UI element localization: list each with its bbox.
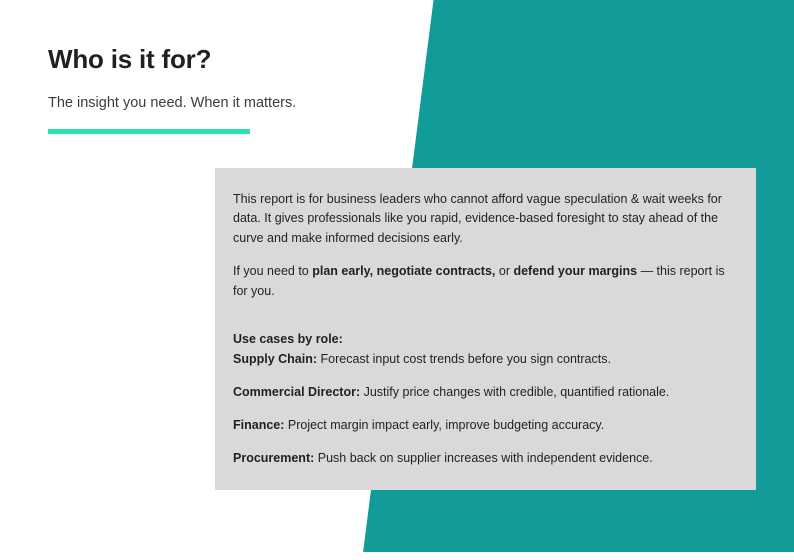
slide-bottom-edge xyxy=(0,552,794,560)
use-cases-panel xyxy=(215,310,756,490)
page-subtitle: The insight you need. When it matters. xyxy=(48,95,297,112)
use-case-role: Commercial Director: xyxy=(233,385,361,400)
use-case-text: Justify price changes with credible, quantified rationale. xyxy=(360,385,670,400)
use-case-text: Project margin impact early, improve budgeting accuracy. xyxy=(284,418,605,433)
use-case-row xyxy=(233,349,730,369)
use-case-text: Push back on supplier increases with independent evidence. xyxy=(314,451,653,466)
use-case-role: Procurement: xyxy=(233,451,315,466)
intro-panel xyxy=(215,168,756,323)
intro-p2-bold-2: defend your margins xyxy=(513,264,638,279)
intro-p2-suffix: — this report is for you. xyxy=(233,264,725,298)
intro-paragraph-2 xyxy=(233,262,730,301)
use-cases-heading: Use cases by role: xyxy=(233,332,343,346)
use-case-role: Finance: xyxy=(233,418,285,433)
intro-p2-mid: or xyxy=(495,264,514,279)
intro-p2-prefix: If you need to xyxy=(233,264,313,279)
use-case-text: Forecast input cost trends before you sign contracts. xyxy=(317,352,611,367)
use-case-row xyxy=(233,382,730,402)
page-title: Who is it for? xyxy=(48,44,212,74)
intro-p2-bold-1: plan early, negotiate contracts, xyxy=(312,264,496,279)
use-case-row xyxy=(233,415,730,435)
use-case-role: Supply Chain: xyxy=(233,352,318,367)
slide-header xyxy=(48,44,478,111)
use-case-row xyxy=(233,448,730,468)
accent-underline xyxy=(48,129,250,134)
intro-paragraph-1: This report is for business leaders who cannot afford vague speculation & wait weeks for data. It gives professionals like you rapid, evidence-based foresight to stay ahead of the curve and make informed decisions early. xyxy=(233,192,722,245)
